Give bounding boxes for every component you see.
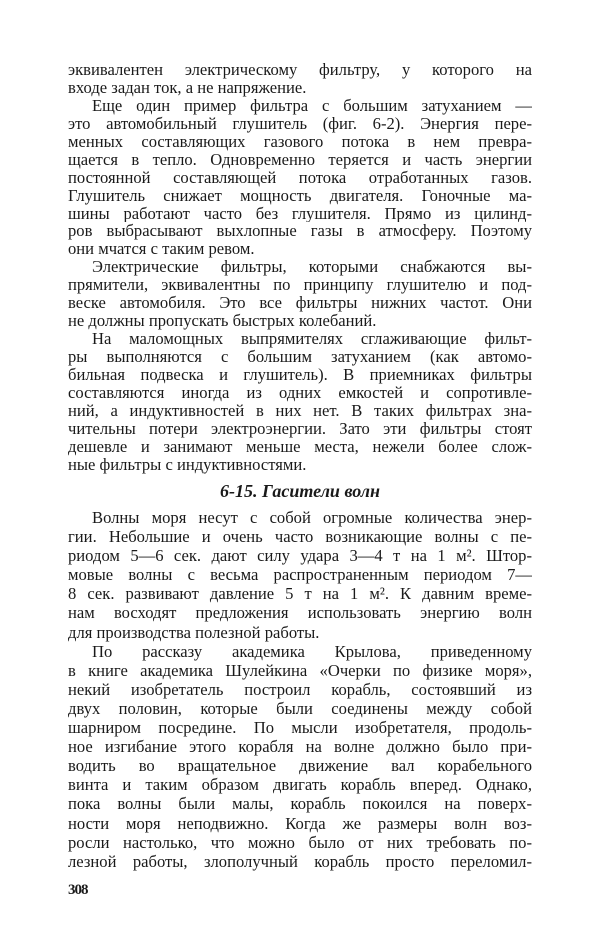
text-line: ров выбрасывают выхлопные газы в атмосферу. Поэтому [68,222,532,241]
text-line: не должны пропускать быстрых колебаний. [68,312,377,331]
text-line: входе задан ток, а не напряжение. [68,78,307,97]
text-line: 8 сек. развивают давление 5 т на 1 м². К давним време- [68,584,532,604]
text-line: По рассказу академика Крылова, приведенному [92,641,532,661]
text-line: лезной работы, злополучный корабль просто переломил- [68,851,532,871]
paragraph [68,330,532,474]
page-number: 308 [68,882,88,898]
text-line: это автомобильный глушитель (фиг. 6-2). Энергия пере- [68,114,532,133]
paragraph [68,97,532,258]
text-line: бильная подвеска и глушитель). В приемниках фильтры [68,365,532,384]
text-line: шины работают часто без глушителя. Прямо из цилинд- [68,204,532,223]
text-line: ности моря неподвижно. Когда же размеры волн воз- [68,813,532,833]
text-line: дешевле и занимают меньше места, нежели более слож- [68,437,532,456]
text-line: ные фильтры с индуктивностями. [68,455,307,474]
text-line: мовые волны с весьма распространенным периодом 7— [68,565,532,585]
text-block-top [68,61,532,474]
paragraph [68,258,532,330]
text-line: ний, а индуктивностей в них нет. В таких фильтрах зна- [68,401,532,420]
paragraph [68,61,532,97]
text-line: некий изобретатель построил корабль, состоявший из [68,679,532,699]
text-line: в книге академика Шулейкина «Очерки по физике моря», [68,660,532,680]
text-line: ры выполняются с большим затуханием (как автомо- [68,348,532,366]
text-line: пока волны были малы, корабль покоился на поверх- [68,794,532,814]
section-heading: 6-15. Гасители волн [219,481,381,501]
text-line: эквивалентен электрическому фильтру, у которого на [68,61,532,79]
text-line: нам восходят предложения использовать энергию волн [68,603,532,623]
text-line: постоянной составляющей потока отработанных газов. [68,168,532,187]
paragraph [68,508,532,642]
text-line: винта и таким образом двигать корабль вперед. Однако, [68,775,532,795]
paragraph [68,642,532,871]
text-line: составляются иногда из одних емкостей и сопротивле- [68,383,532,402]
text-line: шарниром посредине. По мысли изобретателя, продоль- [68,718,532,738]
text-line: веске автомобиля. Это все фильтры нижних частот. Они [68,294,532,313]
text-line: росли настолько, что можно было от них требовать по- [68,832,532,852]
text-line: двух половин, которые были соединены между собой [68,698,532,718]
text-line: Волны моря несут с собой огромные количества энер- [92,508,532,527]
text-block-bottom [68,508,532,871]
text-line: они мчатся с таким ревом. [68,240,255,259]
text-line: для производства полезной работы. [68,622,320,642]
text-line: менных составляющих газового потока в нем превра- [68,132,532,151]
text-line: Еще один пример фильтра с большим затуханием — [92,96,532,115]
text-line: водить во вращательное движение вал корабельного [68,756,532,776]
text-line: риодом 5—6 сек. дают силу удара 3—4 т на 1 м². Штор- [68,546,532,566]
text-line: прямители, эквивалентны по принципу глушителю и под- [68,276,532,295]
text-line: чительны потери электроэнергии. Зато эти фильтры стоят [68,419,532,438]
text-line: щается в тепло. Одновременно теряется и часть энергии [68,150,532,169]
text-line: На маломощных выпрямителях сглаживающие фильт- [92,330,532,348]
text-line: ное изгибание этого корабля на волне должно было при- [68,737,532,757]
text-line: гии. Небольшие и очень часто возникающие волны с пе- [68,527,532,547]
text-line: Электрические фильтры, которыми снабжаются вы- [92,258,532,277]
text-line: Глушитель снижает мощность двигателя. Гоночные ма- [68,186,532,205]
